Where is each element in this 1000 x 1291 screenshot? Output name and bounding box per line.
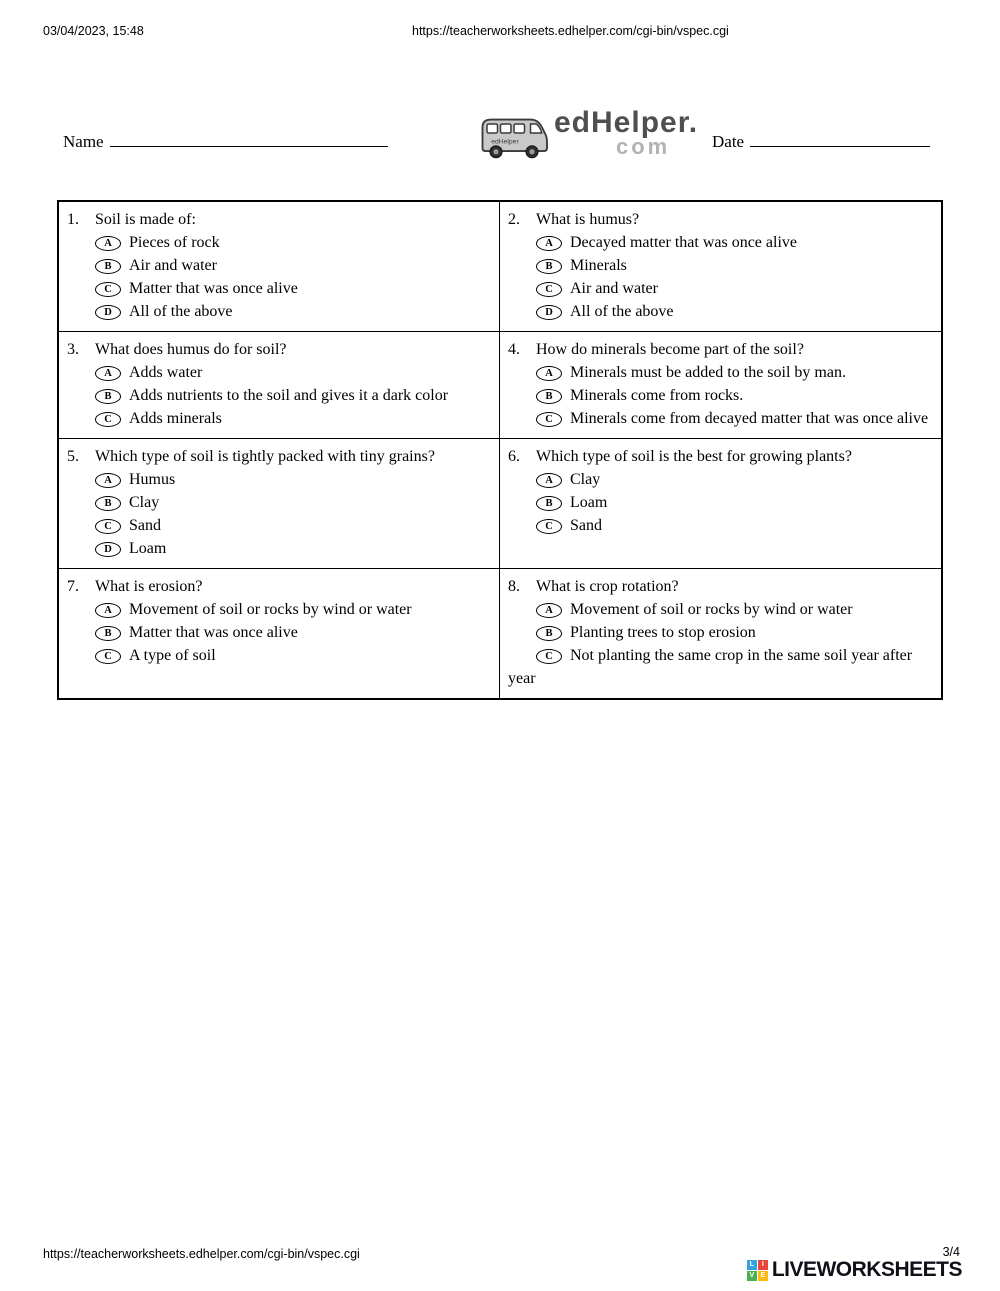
option-bubble-A[interactable]: A [536,473,562,488]
option-text: Loam [570,494,608,511]
name-label: Name [63,132,104,151]
option-text: Sand [129,517,161,534]
option-text: Clay [129,494,160,511]
option-text: Sand [570,517,602,534]
question-number: 1. [67,211,79,228]
answer-option [67,231,489,254]
date-field-group [712,132,930,152]
answer-option [67,598,489,621]
question-number: 5. [67,448,79,465]
page-number: 3/4 [942,1245,960,1259]
date-blank-line [750,132,930,147]
option-text: Minerals must be added to the soil by man. [570,364,846,381]
option-text: A type of soil [129,647,216,664]
liveworksheets-icon-letter-V: V [747,1271,757,1281]
answer-option [508,644,931,690]
option-bubble-B[interactable]: B [536,496,562,511]
option-text: Adds minerals [129,410,222,427]
option-text: Planting trees to stop erosion [570,624,756,641]
question-number: 6. [508,448,520,465]
answer-option [508,468,931,491]
option-bubble-D[interactable]: D [95,305,121,320]
question-text: 2. What is humus? [508,208,931,231]
answer-option [508,407,931,430]
question-cell [500,568,941,698]
option-bubble-D[interactable]: D [536,305,562,320]
answer-option [508,361,931,384]
answer-option [508,277,931,300]
answer-option [508,598,931,621]
edhelper-wordmark [554,108,698,158]
option-bubble-A[interactable]: A [536,366,562,381]
option-bubble-A[interactable]: A [95,236,121,251]
option-text: Adds water [129,364,203,381]
question-cell [59,331,500,438]
question-cell [59,438,500,568]
option-bubble-A[interactable]: A [95,473,121,488]
answer-option [67,407,489,430]
option-text: All of the above [129,303,233,320]
option-bubble-D[interactable]: D [95,542,121,557]
question-cell [500,331,941,438]
answer-option [67,514,489,537]
bus-side-text: edHelper [491,138,519,146]
question-text: 7. What is erosion? [67,575,489,598]
option-bubble-C[interactable]: C [95,282,121,297]
liveworksheets-icon-letter-I: I [758,1260,768,1270]
option-text: Humus [129,471,176,488]
option-bubble-A[interactable]: A [536,236,562,251]
option-text: Movement of soil or rocks by wind or water [570,601,853,618]
answer-option [508,254,931,277]
option-text: Movement of soil or rocks by wind or water [129,601,412,618]
option-text: Matter that was once alive [129,624,298,641]
question-text: 5. Which type of soil is tightly packed with tiny grains? [67,445,489,468]
option-text: Air and water [129,257,217,274]
option-text: Minerals [570,257,627,274]
option-bubble-C[interactable]: C [95,649,121,664]
option-text: Pieces of rock [129,234,220,251]
answer-option [67,254,489,277]
date-label: Date [712,132,745,151]
option-bubble-B[interactable]: B [536,626,562,641]
question-text: 8. What is crop rotation? [508,575,931,598]
option-text: Clay [570,471,601,488]
edhelper-wordmark-sub: com [616,134,671,159]
question-cell [59,202,500,331]
option-text: Minerals come from decayed matter that was once alive [570,410,929,427]
answer-option [67,277,489,300]
print-footer-url: https://teacherworksheets.edhelper.com/cgi-bin/vspec.cgi [43,1247,360,1261]
liveworksheets-icon-letter-E: E [758,1271,768,1281]
print-header-url: https://teacherworksheets.edhelper.com/cgi-bin/vspec.cgi [412,24,729,38]
quiz-table [57,200,943,700]
answer-option [67,491,489,514]
question-text: 4. How do minerals become part of the soil? [508,338,931,361]
option-bubble-C[interactable]: C [536,519,562,534]
answer-option [67,644,489,667]
question-text: 3. What does humus do for soil? [67,338,489,361]
option-bubble-A[interactable]: A [95,603,121,618]
answer-option [67,621,489,644]
option-bubble-C[interactable]: C [536,412,562,427]
question-cell [59,568,500,698]
option-text: All of the above [570,303,674,320]
name-blank-line [110,132,388,147]
option-bubble-B[interactable]: B [536,389,562,404]
question-cell [500,202,941,331]
option-text: Minerals come from rocks. [570,387,744,404]
option-bubble-B[interactable]: B [95,496,121,511]
edhelper-wordmark-main: edHelper. [554,106,699,139]
option-text: Loam [129,540,167,557]
option-text: Not planting the same crop in the same soil year after year [508,647,913,687]
option-text: Decayed matter that was once alive [570,234,797,251]
liveworksheets-wordmark: LIVEWORKSHEETS [771,1258,962,1281]
answer-option [508,621,931,644]
answer-option [508,514,931,537]
option-bubble-B[interactable]: B [95,626,121,641]
answer-option [508,231,931,254]
answer-option [67,384,489,407]
print-datetime: 03/04/2023, 15:48 [43,24,144,38]
question-text: 6. Which type of soil is the best for growing plants? [508,445,931,468]
question-number: 7. [67,578,79,595]
option-bubble-C[interactable]: C [536,649,562,664]
liveworksheets-logo [747,1258,962,1282]
option-bubble-C[interactable]: C [95,412,121,427]
answer-option [508,300,931,323]
option-bubble-A[interactable]: A [536,603,562,618]
option-bubble-A[interactable]: A [95,366,121,381]
liveworksheets-icon-letter-L: L [747,1260,757,1270]
question-number: 2. [508,211,520,228]
question-cell [500,438,941,568]
answer-option [508,491,931,514]
name-field-group [63,132,388,152]
answer-option [508,384,931,407]
option-bubble-B[interactable]: B [536,259,562,274]
option-bubble-B[interactable]: B [95,259,121,274]
answer-option [67,361,489,384]
question-number: 8. [508,578,520,595]
option-bubble-C[interactable]: C [536,282,562,297]
liveworksheets-icon [747,1260,768,1281]
edhelper-logo [478,108,698,164]
option-bubble-C[interactable]: C [95,519,121,534]
question-number: 3. [67,341,79,358]
option-text: Matter that was once alive [129,280,298,297]
option-text: Adds nutrients to the soil and gives it a dark color [129,387,449,404]
answer-option [67,300,489,323]
question-text: 1. Soil is made of: [67,208,489,231]
option-text: Air and water [570,280,658,297]
question-number: 4. [508,341,520,358]
option-bubble-B[interactable]: B [95,389,121,404]
answer-option [67,468,489,491]
answer-option [67,537,489,560]
school-bus-icon [478,108,550,164]
